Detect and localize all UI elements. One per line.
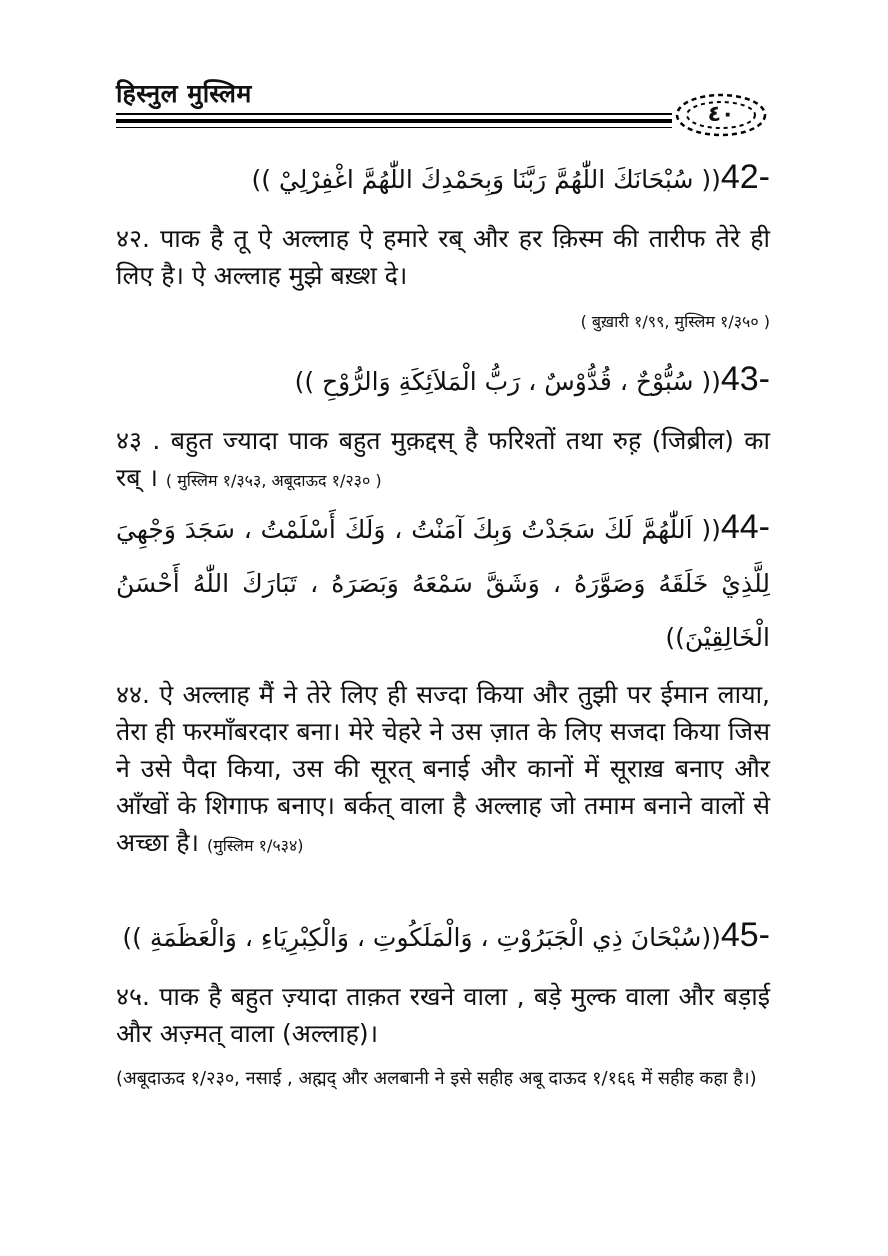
dua-45-reference: (अबूदाऊद १/२३०, नसाई , अह्मद् और अलबानी ने इसे सहीह अबू दाऊद १/१६६ में सहीह कहा है।) xyxy=(116,1068,757,1089)
header-rule-bottom xyxy=(116,127,672,128)
dua-45-number: 45- xyxy=(720,916,770,954)
header-rule-thick xyxy=(116,119,672,123)
dua-44-arabic xyxy=(116,500,770,665)
dua-43-reference: ( मुस्लिम १/३५३, अबूदाऊद १/२३० ) xyxy=(165,471,382,490)
dua-44-arabic-text: (( اَللّٰهُمَّ لَكَ سَجَدْتُ وَبِكَ آمَنْتُ ، وَلَكَ أَسْلَمْتُ ، سَجَدَ وَجْهِيَ لِلَّذِيْ خَلَقَهُ وَصَوَّرَهُ ، وَشَقَّ سَمْعَهُ وَبَصَرَهُ ، تَبَارَكَ اللّٰهُ أَحْسَنُ الْخَالِقِيْنَ)) xyxy=(116,515,770,652)
dua-42-arabic-text: (( سُبْحَانَكَ اللّٰهُمَّ رَبَّنَا وَبِحَمْدِكَ اللّٰهُمَّ اغْفِرْلِيْ )) xyxy=(251,165,721,194)
dua-44-reference: (मुस्लिम १/५३४) xyxy=(206,836,304,855)
header-rule-top xyxy=(116,113,672,115)
dua-45-arabic-text: ((سُبْحَانَ ذِي الْجَبَرُوْتِ ، وَالْمَلَكُوتِ ، وَالْكِبْرِيَاءِ ، وَالْعَظَمَةِ )) xyxy=(122,923,721,952)
dua-42-arabic xyxy=(116,150,770,204)
dua-44-translation xyxy=(116,676,770,864)
dua-43-translation xyxy=(116,422,770,499)
page-number-badge xyxy=(674,92,768,138)
dua-43-translation-text: ४३ . बहुत ज्यादा पाक बहुत मुक़द्दस् है फरिश्तों तथा रुह़ (जिब्रील) का रब् । xyxy=(116,426,770,492)
dua-44-number: 44- xyxy=(720,508,770,546)
dua-42-translation: ४२. पाक है तू ऐ अल्लाह ऐ हमारे रब् और हर क़िस्म की तारीफ तेरे ही लिए है। ऐ अल्लाह मुझे बख़्श दे। xyxy=(116,224,770,290)
dua-44-translation-text: ४४. ऐ अल्लाह मैं ने तेरे लिए ही सज्दा किया और तुझी पर ईमान लाया, तेरा ही फरमाँबरदार बना। मेरे चेहरे ने उस ज़ात के लिए सजदा किया जिस ने उसे पैदा किया, उस की सूरत् बनाई और कानों में सूराख़ बनाए और आँखों के शिगाफ बनाए। बर्कत् वाला है अल्लाह जो तमाम बनाने वालों से अच्छा है। xyxy=(116,680,770,857)
dua-43-number: 43- xyxy=(720,360,770,398)
dua-45-arabic xyxy=(116,908,770,962)
page-number: ٤٠ xyxy=(707,102,735,127)
dua-42-number: 42- xyxy=(720,158,770,196)
dua-43-arabic-text: (( سُبُّوْحٌ ، قُدُّوْسٌ ، رَبُّ الْمَلاَئِكَةِ وَالرُّوْحِ )) xyxy=(294,367,721,396)
dua-45-translation: ४५. पाक है बहुत ज़्यादा ताक़त रखने वाला , बड़े मुल्क वाला और बड़ाई और अज़्मत् वाला (अल्लाह)। xyxy=(116,982,770,1048)
book-title: हिस्नुल मुस्लिम xyxy=(116,79,252,108)
dua-42-reference: ( बुख़ारी १/९९, मुस्लिम १/३५० ) xyxy=(580,312,770,331)
dua-43-arabic xyxy=(116,352,770,406)
